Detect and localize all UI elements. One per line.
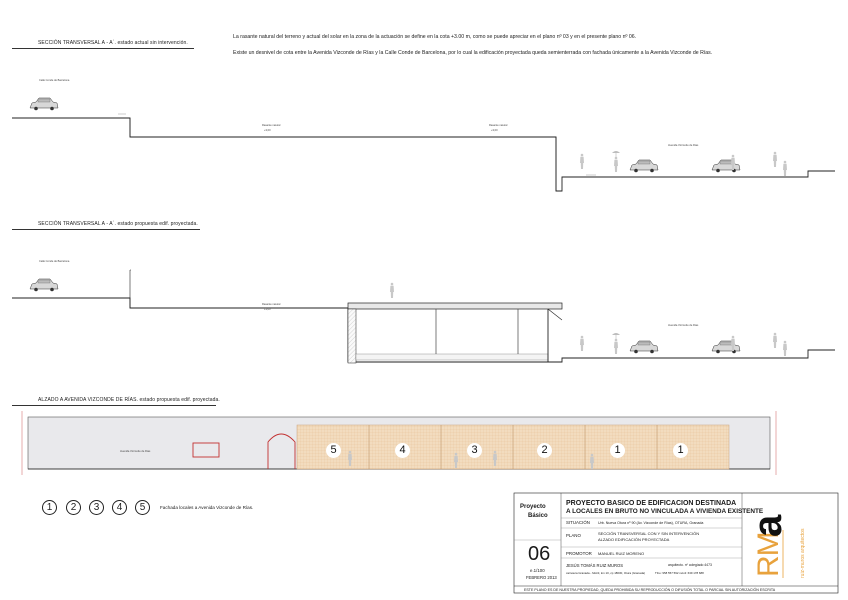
label-cota-1b: +3,00 [491,129,498,132]
facade-number-1b: 1 [673,443,688,458]
svg-text:RM: RM [752,532,785,577]
facade-number-2: 2 [537,443,552,458]
legend-number-3: 3 [89,500,104,515]
architect-name: JESÚS TOMÁS RUIZ MUROS [566,563,624,568]
label-rasante-2: Rasante natural [262,303,281,306]
label-rasante-1a: Rasante natural [262,124,281,127]
logo-text: ruiz-muros arquitectos [800,528,806,578]
architect-address: carretera Granada - Motril, km 10, cp 18630, Otura (Granada) [566,571,646,575]
section-1-drawing [12,98,835,191]
facade-number-3: 3 [467,443,482,458]
plano-value-line-1: SECCIÓN TRANSVERSAL CON Y SIN INTERVENCIÓN [598,531,700,536]
svg-text:a: a [746,514,790,537]
date: FEBRERO 2013 [526,575,557,580]
title-underline [12,405,216,406]
logo [746,511,790,578]
scale: e.1/100 [530,568,545,573]
label-calle-1: Calle Conde de Barcelona [39,79,70,82]
label-rasante-1b: Rasante natural [489,124,508,127]
title-underline [12,48,194,49]
section-2-drawing [12,270,835,363]
facade-number-1a: 1 [610,443,625,458]
legend-caption: Fachada locales a Avenida Vizconde de Rías. [160,505,254,510]
section-3-title: ALZADO A AVENIDA VIZCONDE DE RÍAS. estado propuesta edif. proyectada. [38,397,220,403]
label-cota-1a: +3,00 [264,129,271,132]
label-cota-2: +3,00 [264,308,271,311]
note-paragraph-2: Existe un desnivel de cota entre la Avenida Vizconde de Rías y la Calle Conde de Barcelona, por lo cual la edificación proyectada queda semienterrada con fachada únicamente a la Avenida Vizconde de Rías. [233,50,713,56]
basico-label: Básico [528,513,548,519]
title-underline [12,229,200,230]
legend-number-2: 2 [66,500,81,515]
plano-value-line-2: ALZADO EDIFICACIÓN PROYECTADA [598,537,670,542]
legend-number-1: 1 [42,500,57,515]
architect-role: arquitecto. nº colegiado 4473 [668,563,712,567]
section-2-title: SECCIÓN TRANSVERSAL A - A´. estado propuesta edif. proyectada. [38,221,198,227]
sheet-number: 06 [528,543,551,565]
label-avenida-3: Avenida Vizconde de Rías [120,450,151,453]
proyecto-label: Proyecto [520,504,546,510]
label-calle-2: Calle Conde de Barcelona [39,260,70,263]
label-avenida-1: Avenida Vizconde de Rías [668,144,699,147]
facade-number-5: 5 [326,443,341,458]
footer-note: ESTE PLANO ES DE NUESTRA PROPIEDAD, QUEDA PROHIBIDA SU REPRODUCCIÓN O DIFUSIÓN TOTAL O PARCIAL SIN AUTORIZACIÓN ESCRITA [524,588,776,592]
promotor-value: MANUEL RUIZ MORENO [598,551,645,556]
label-avenida-2: Avenida Vizconde de Rías [668,324,699,327]
situacion-value: Urb. Nueva Otura nº 90 (Av. Vizconde de Rías), OTURA, Granada [598,521,704,525]
legend-number-4: 4 [112,500,127,515]
facade-number-4: 4 [395,443,410,458]
project-title-line-2: A LOCALES EN BRUTO NO VINCULADA A VIVIENDA EXISTENTE [566,508,764,515]
plano-label: PLANO [566,533,581,538]
legend-number-5: 5 [135,500,150,515]
architect-phones: Tfno: 958 557 592 móvil: 639 178 688 [655,571,704,575]
project-title-line-1: PROYECTO BASICO DE EDIFICACION DESTINADA [566,500,737,507]
section-1-title: SECCIÓN TRANSVERSAL A - A´. estado actual sin intervención. [38,40,188,46]
note-paragraph-1: La rasante natural del terreno y actual del solar en la zona de la actuación se define en la cota +3.00 m, como se puede apreciar en el plano nº 03 y en el presente plano nº 06. [233,34,637,40]
promotor-label: PROMOTOR [566,551,592,556]
situacion-label: SITUACIÓN [566,520,590,525]
